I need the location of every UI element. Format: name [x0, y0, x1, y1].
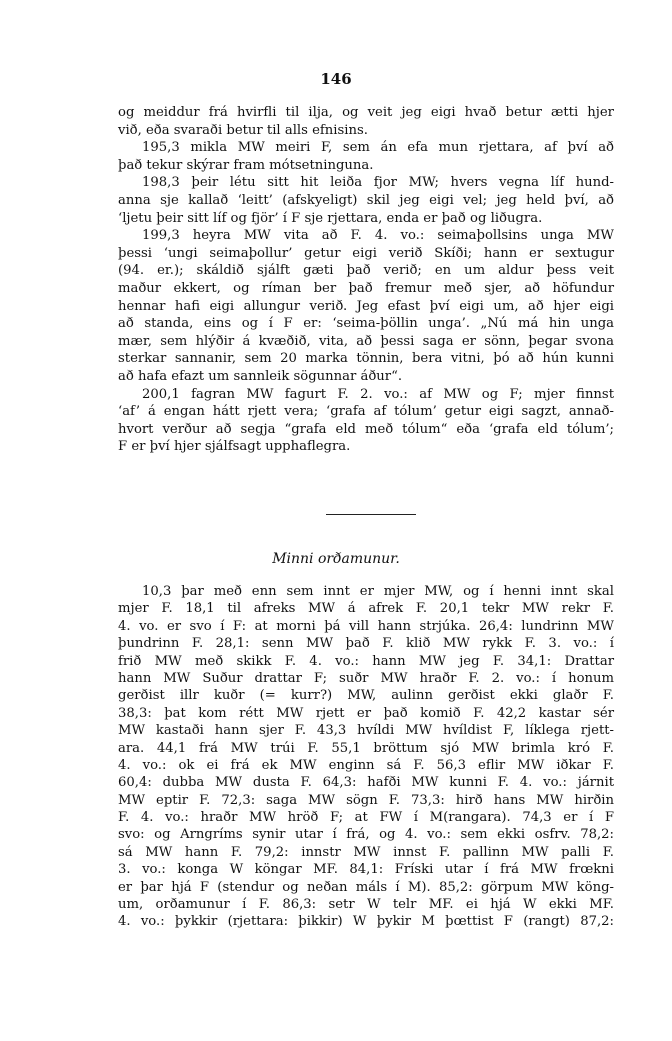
text-line: (94. er.); skáldið sjálft gæti það verið; en um aldur þess veit	[118, 263, 614, 279]
errata-line: sá MW hann F. 79,2: innstr MW innst F. pallinn MW palli F.	[118, 844, 614, 860]
text-line: maður ekkert, og ríman ber það fremur með sjer, að höfundur	[118, 280, 614, 296]
errata-line: frið MW með skikk F. 4. vo.: hann MW jeg F. 34,1: Drattar	[118, 653, 614, 669]
page-number: 146	[320, 70, 352, 88]
errata-line: hann MW Suður drattar F; suðr MW hraðr F. 2. vo.: í honum	[118, 670, 614, 686]
errata-line: 4. vo. er svo í F: at morni þá vill hann strjúka. 26,4: lundrinn MW	[118, 618, 614, 634]
errata-line: mjer F. 18,1 til afreks MW á afrek F. 20,1 tekr MW rekr F.	[118, 601, 614, 617]
errata-list	[118, 583, 614, 931]
errata-line: MW kastaði hann sjer F. 43,3 hvíldi MW hvíldist F, líklega rjett-	[118, 723, 614, 739]
errata-line: svo: og Arngríms synir utar í frá, og 4. vo.: sem ekki osfrv. 78,2:	[118, 827, 614, 843]
errata-line: 60,4: dubba MW dusta F. 64,3: hafði MW kunni F. 4. vo.: járnit	[118, 775, 614, 791]
text-line: að hafa efazt um sannleik sögunnar áður“.	[118, 368, 403, 384]
errata-line: 10,3 þar með enn sem innt er mjer MW, og í henni innt skal	[142, 584, 614, 599]
text-line: 200,1 fagran MW fagurt F. 2. vo.: af MW og F; mjer finnst	[142, 386, 614, 402]
errata-line: ara. 44,1 frá MW trúi F. 55,1 bröttum sjó MW brimla kró F.	[118, 740, 614, 756]
text-line: 195,3 mikla MW meiri F, sem án efa mun rjettara, af því að	[142, 140, 614, 156]
text-line: við, eða svaraði betur til alls efnisins.	[118, 122, 368, 138]
errata-line: 4. vo.: þykkir (rjettara: þikkir) W þykir M þœttist F (rangt) 87,2:	[118, 914, 614, 930]
text-line: það tekur skýrar fram mótsetninguna.	[118, 157, 374, 173]
errata-line: þundrinn F. 28,1: senn MW það F. klið MW rykk F. 3. vo.: í	[118, 636, 614, 652]
errata-line: F. 4. vo.: hraðr MW hröð F; at FW í M(rangara). 74,3 er í F	[118, 810, 614, 826]
paragraph	[118, 227, 614, 385]
main-text	[118, 104, 614, 456]
text-line: ‘ljetu þeir sitt líf og fjör’ í F sje rjettara, enda er það og liðugra.	[118, 210, 543, 226]
errata-line: MW eptir F. 72,3: saga MW sögn F. 73,3: hirð hans MW hirðin	[118, 792, 614, 808]
errata-line: um, orðamunur í F. 86,3: setr W telr MF. ei hjá W ekki MF.	[118, 897, 614, 913]
errata-line: 3. vo.: konga W köngar MF. 84,1: Fríski utar í frá MW frœkni	[118, 862, 614, 878]
section-title: Minni orðamunur.	[272, 551, 400, 567]
text-line: 198,3 þeir létu sitt hit leiða fjor MW; hvers vegna líf hund-	[142, 175, 614, 191]
errata-line: er þar hjá F (stendur og neðan máls í M). 85,2: görpum MW köng-	[118, 879, 614, 895]
errata-line: gerðist illr kuðr (= kurr?) MW, aulinn gerðist ekki glaðr F.	[118, 688, 614, 704]
errata-line: 38,3: þat kom rétt MW rjett er það komið F. 42,2 kastar sér	[118, 705, 614, 721]
text-line: og meiddur frá hvirfli til ilja, og veit jeg eigi hvað betur ætti hjer	[118, 105, 614, 120]
text-line: mær, sem hlýðir á kvæðið, vita, að þessi saga er sönn, þegar svona	[118, 333, 614, 349]
paragraph	[118, 104, 614, 139]
paragraph	[118, 386, 614, 456]
text-line: hennar hafi eigi allungur verið. Jeg efast því eigi um, að hjer eigi	[118, 298, 614, 314]
paragraph	[118, 174, 614, 227]
text-line: hvort verður að segja “grafa eld með tólum“ eða ‘grafa eld tólum’;	[118, 421, 614, 437]
text-line: 199,3 heyra MW vita að F. 4. vo.: seimaþollsins unga MW	[142, 228, 614, 244]
text-line: að standa, eins og í F er: ‘seima-þöllin unga’. „Nú má hin unga	[118, 316, 614, 332]
text-line: þessi ‘ungi seimaþollur’ getur eigi verið Skíði; hann er sextugur	[118, 245, 614, 261]
text-line: ‘af’ á engan hátt rjett vera; ‘grafa af tólum’ getur eigi sagzt, annað-	[118, 404, 614, 420]
errata-line: 4. vo.: ok ei frá ek MW enginn sá F. 56,3 eflir MW iðkar F.	[118, 757, 614, 773]
text-line: F er því hjer sjálfsagt upphaflegra.	[118, 439, 351, 455]
text-line: anna sje kallað ‘leitt’ (afskyeligt) skil jeg eigi vel; jeg held því, að	[118, 192, 614, 208]
paragraph	[118, 139, 614, 174]
text-line: sterkar sannanir, sem 20 marka tönnin, bera vitni, þó að hún kunni	[118, 351, 614, 367]
section-divider	[326, 514, 416, 515]
